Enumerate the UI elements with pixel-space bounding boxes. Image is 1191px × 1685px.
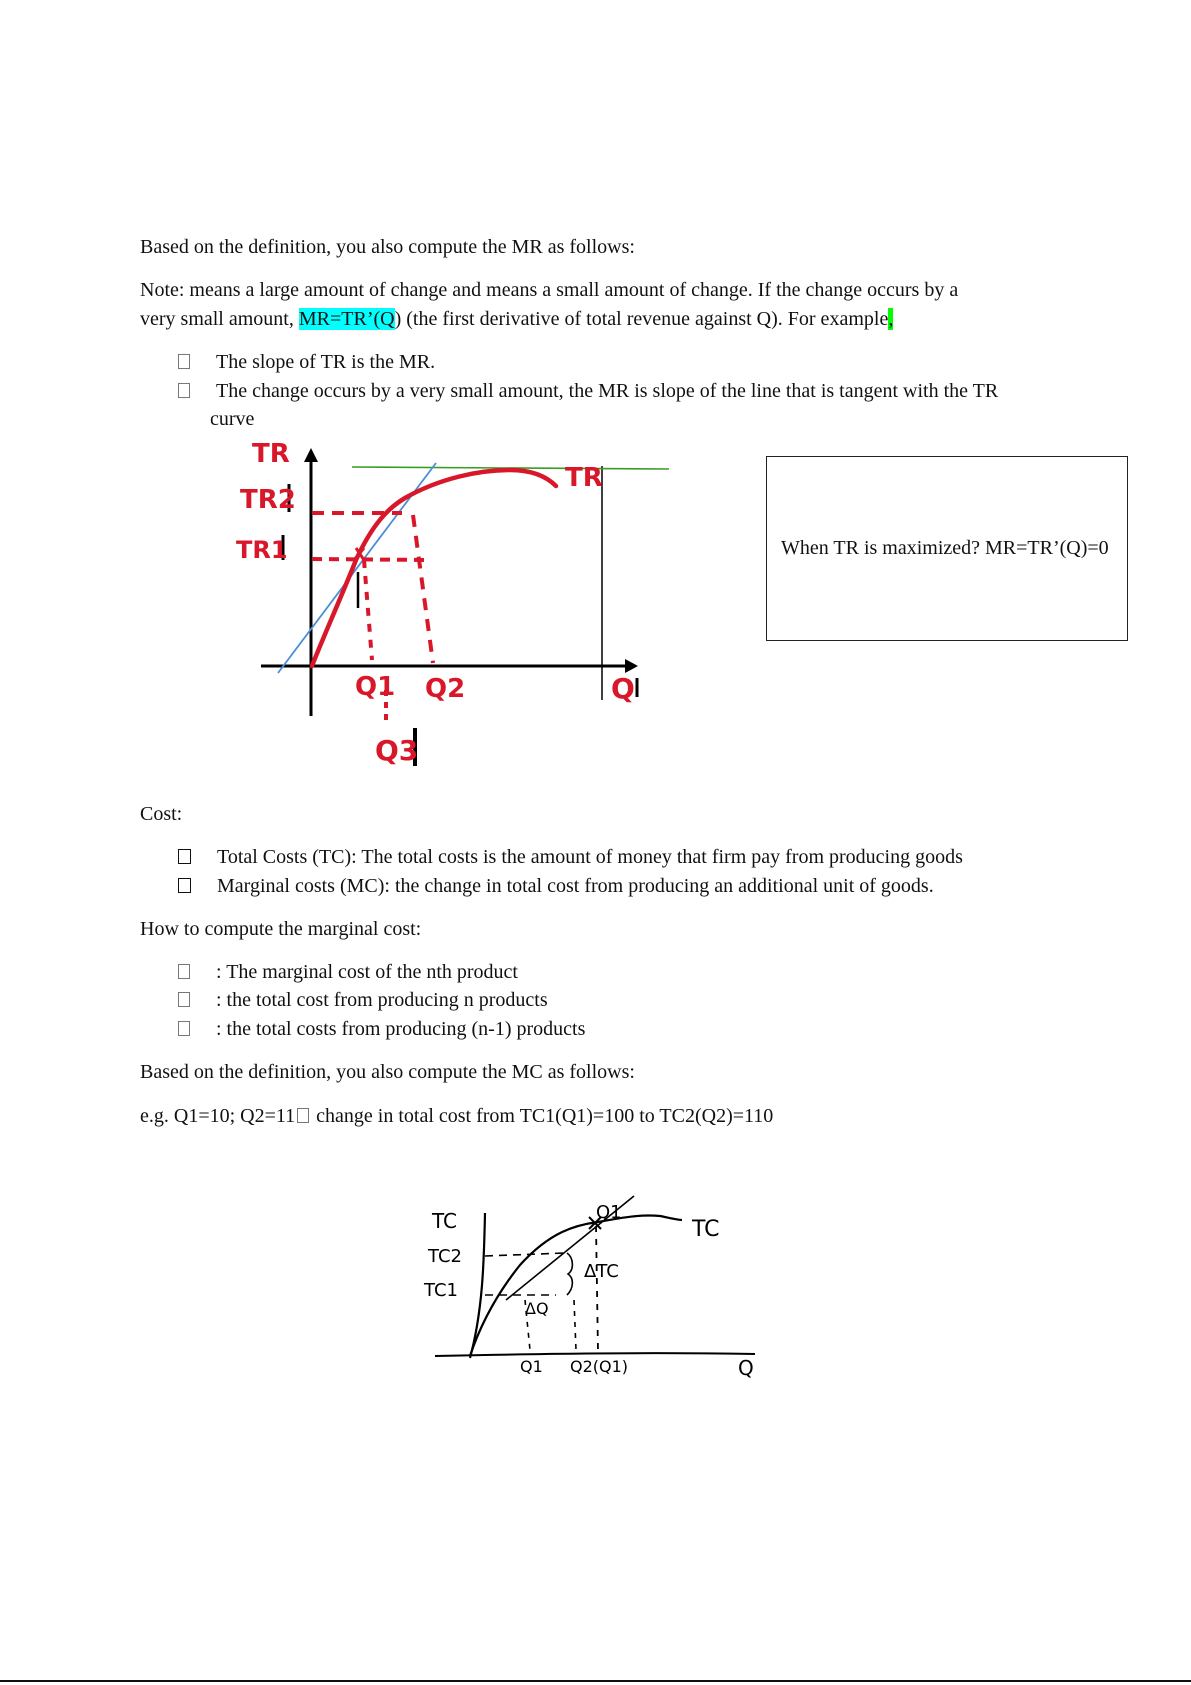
tc-x-axis xyxy=(435,1353,755,1356)
note-line-1: Note: means a large amount of change and means a small amount of change. If the change occurs by a xyxy=(140,279,959,301)
mc-def-1-text: : The marginal cost of the nth product xyxy=(216,961,518,983)
tc-curve-label: TC xyxy=(692,1217,720,1242)
tc-point-label: Q1 xyxy=(596,1202,622,1223)
q-axis-label: Q xyxy=(738,1356,754,1380)
mc-def-3-text: : the total costs from producing (n-1) products xyxy=(216,1018,586,1040)
q1-label: Q1 xyxy=(520,1357,543,1376)
q2-label: Q2(Q1) xyxy=(570,1357,629,1376)
q2-label: Q2 xyxy=(425,674,466,704)
tc-label: TC xyxy=(432,1209,458,1233)
q2-dash xyxy=(596,1226,598,1352)
tr-max-callout xyxy=(766,456,1128,641)
page-bottom-rule xyxy=(0,1680,1191,1682)
delta-tc-brace xyxy=(567,1253,572,1295)
tc2-dash xyxy=(485,1253,565,1256)
note-line-2-b: ) (the first derivative of total revenue against Q). For exampl xyxy=(394,308,880,330)
delta-tc-label: ΔTC xyxy=(584,1261,619,1282)
mr-bullet-1-text: The slope of TR is the MR. xyxy=(216,351,436,373)
delta-q-label: ΔQ xyxy=(525,1299,549,1318)
tc2-label: TC2 xyxy=(428,1246,462,1267)
tc1-label: TC1 xyxy=(424,1280,458,1301)
q-axis-label: Q xyxy=(611,672,635,705)
mr-bullet-2-cont: curve xyxy=(210,408,255,430)
mc-def-2-text: : the total cost from producing n products xyxy=(216,989,548,1011)
tr-label: TR xyxy=(252,439,290,469)
q3-label: Q3 xyxy=(375,734,419,767)
tr2-label: TR2 xyxy=(240,485,296,515)
cost-bullet-2-text: Marginal costs (MC): the change in total cost from producing an additional unit of goods. xyxy=(217,875,934,897)
note-line-2-a: very small amount, xyxy=(140,308,299,330)
tr1-label: TR1 xyxy=(236,536,288,564)
mr-bullet-2-text: The change occurs by a very small amount, the MR is slope of the line that is tangent with the TR xyxy=(216,380,999,402)
mr-intro: Based on the definition, you also compute the MR as follows: xyxy=(140,236,635,258)
mr-formula-highlight: MR=TR’(Q xyxy=(298,308,395,330)
comma-highlight: , xyxy=(888,308,894,330)
mc-example-b: change in total cost from TC1(Q1)=100 to TC2(Q2)=110 xyxy=(311,1105,774,1127)
cost-heading: Cost: xyxy=(140,803,183,825)
q1b-dash xyxy=(574,1300,576,1350)
cost-bullet-1-text: Total Costs (TC): The total costs is the amount of money that firm pay from producing goods xyxy=(217,846,963,868)
q1-label: Q1 xyxy=(355,672,396,702)
note-line-2-e: e xyxy=(879,308,889,330)
tr-curve-label: TR xyxy=(565,463,603,493)
callout-text: When TR is maximized? MR=TR’(Q)=0 xyxy=(781,537,1109,559)
mc-example-a: e.g. Q1=10; Q2=11 xyxy=(140,1105,296,1127)
mc-how-to: How to compute the marginal cost: xyxy=(140,918,422,940)
mc-intro: Based on the definition, you also compute the MC as follows: xyxy=(140,1061,635,1083)
